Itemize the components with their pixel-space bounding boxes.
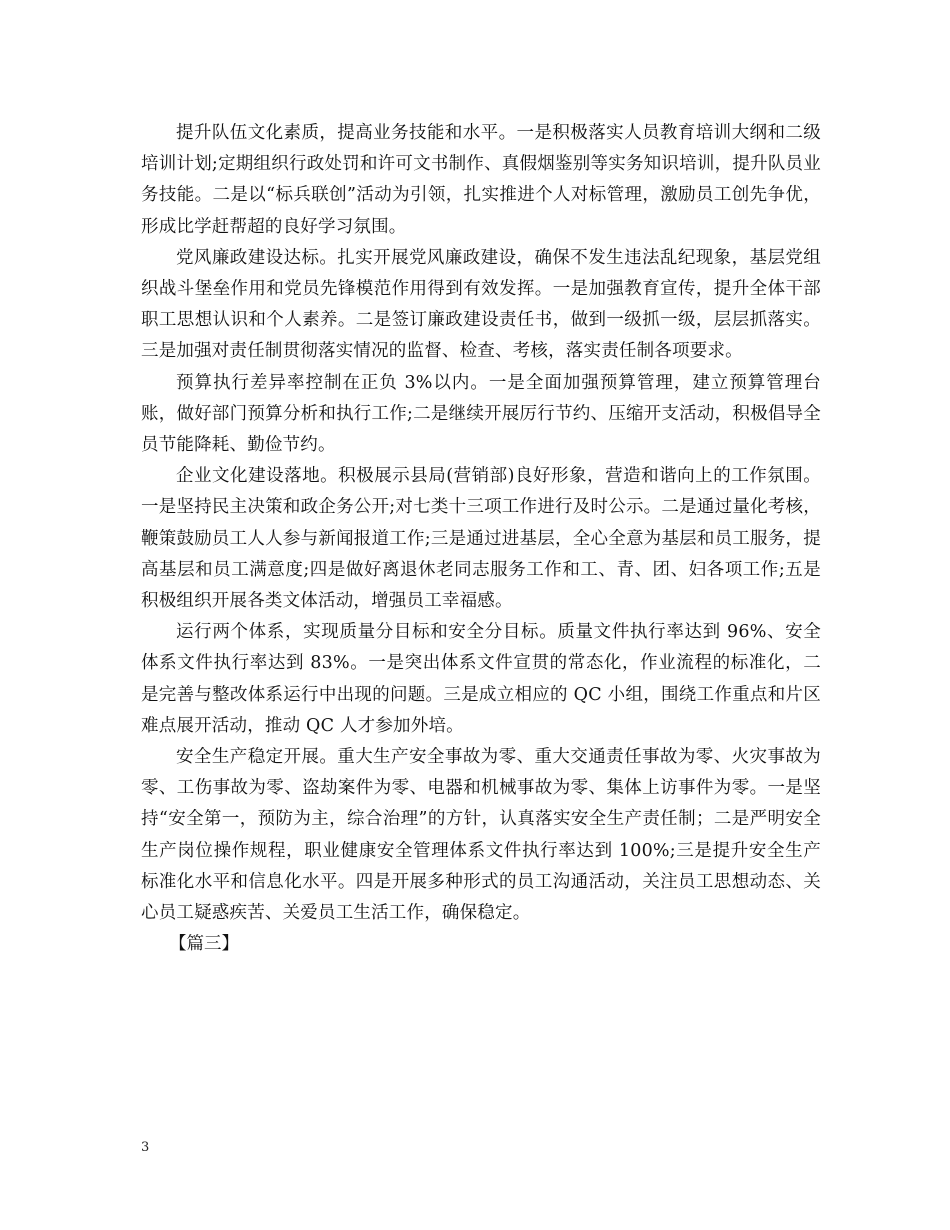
paragraph-team-quality: 提升队伍文化素质，提高业务技能和水平。一是积极落实人员教育培训大纲和二级培训计划;定期组织行政处罚和许可文书制作、真假烟鉴别等实务知识培训，提升队员业务技能。二是以“标兵联创”活动为引领，扎实推进个人对标管理，激励员工创先争优，形成比学赶帮超的良好学习氛围。 bbox=[141, 123, 821, 237]
page-number: 3 bbox=[141, 1140, 150, 1155]
paragraph-safety-production: 安全生产稳定开展。重大生产安全事故为零、重大交通责任事故为零、火灾事故为零、工伤事故为零、盗劫案件为零、电器和机械事故为零、集体上访事件为零。一是坚持“安全第一，预防为主，综合治理”的方针，认真落实安全生产责任制；二是严明安全生产岗位操作规程，职业健康安全管理体系文件执行率达到 100%;三是提升安全生产标准化水平和信息化水平。四是开展多种形式的员工沟通活动，关注员工思想动态、关心员工疑惑疾苦、关爱员工生活工作，确保稳定。 bbox=[141, 747, 821, 924]
paragraph-party-integrity: 党风廉政建设达标。扎实开展党风廉政建设，确保不发生违法乱纪现象，基层党组织战斗堡垒作用和党员先锋模范作用得到有效发挥。一是加强教育宣传，提升全体干部职工思想认识和个人素养。二是签订廉政建设责任书，做到一级抓一级，层层抓落实。三是加强对责任制贯彻落实情况的监督、检查、考核，落实责任制各项要求。 bbox=[141, 247, 821, 362]
paragraph-two-systems: 运行两个体系，实现质量分目标和安全分目标。质量文件执行率达到 96%、安全体系文件执行率达到 83%。一是突出体系文件宣贯的常态化，作业流程的标准化，二是完善与整改体系运行中出现的问题。三是成立相应的 QC 小组，围绕工作重点和片区难点展开活动，推动 QC 人才参加外培。 bbox=[141, 622, 821, 736]
section-heading: 【篇三】 bbox=[169, 934, 239, 955]
paragraph-corporate-culture: 企业文化建设落地。积极展示县局(营销部)良好形象，营造和谐向上的工作氛围。一是坚持民主决策和政企务公开;对七类十三项工作进行及时公示。二是通过量化考核，鞭策鼓励员工人人参与新闻报道工作;三是通过进基层，全心全意为基层和员工服务，提高基层和员工满意度;四是做好离退休老同志服务工作和工、青、团、妇各项工作;五是积极组织开展各类文体活动，增强员工幸福感。 bbox=[141, 466, 821, 612]
paragraph-budget-control: 预算执行差异率控制在正负 3%以内。一是全面加强预算管理，建立预算管理台账，做好部门预算分析和执行工作;二是继续开展厉行节约、压缩开支活动，积极倡导全员节能降耗、勤俭节约。 bbox=[141, 372, 821, 456]
document-body bbox=[141, 118, 821, 960]
